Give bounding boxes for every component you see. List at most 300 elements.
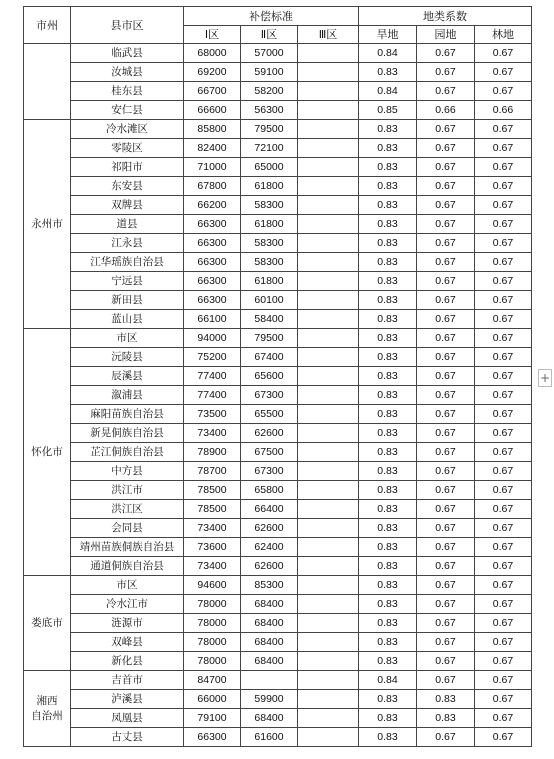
header-coefficient: 地类系数	[359, 7, 532, 26]
table-row	[24, 671, 532, 690]
zone1-cell: 78700	[184, 462, 241, 481]
zone1-cell: 78900	[184, 443, 241, 462]
forest-cell: 0.67	[475, 310, 532, 329]
zone2-cell: 65000	[241, 158, 298, 177]
forest-cell: 0.67	[475, 215, 532, 234]
zone2-cell: 58200	[241, 82, 298, 101]
table-body	[24, 44, 532, 747]
zone3-cell	[298, 709, 359, 728]
zone3-cell	[298, 614, 359, 633]
compensation-table	[23, 6, 532, 747]
forest-cell: 0.67	[475, 139, 532, 158]
table-row	[24, 234, 532, 253]
county-cell: 新田县	[71, 291, 184, 310]
city-cell	[24, 44, 71, 120]
garden-cell: 0.83	[417, 690, 475, 709]
forest-cell: 0.67	[475, 234, 532, 253]
zone1-cell: 73400	[184, 424, 241, 443]
zone2-cell: 62600	[241, 557, 298, 576]
forest-cell: 0.67	[475, 728, 532, 747]
zone1-cell: 78000	[184, 633, 241, 652]
garden-cell: 0.67	[417, 405, 475, 424]
zone2-cell: 68400	[241, 709, 298, 728]
table-header	[24, 7, 532, 44]
forest-cell: 0.67	[475, 652, 532, 671]
table-row	[24, 557, 532, 576]
county-cell: 蓝山县	[71, 310, 184, 329]
garden-cell: 0.67	[417, 614, 475, 633]
garden-cell: 0.67	[417, 120, 475, 139]
zone2-cell: 67500	[241, 443, 298, 462]
zone1-cell: 78000	[184, 614, 241, 633]
county-cell: 中方县	[71, 462, 184, 481]
zone3-cell	[298, 671, 359, 690]
zone2-cell: 65500	[241, 405, 298, 424]
table-row	[24, 291, 532, 310]
zone3-cell	[298, 196, 359, 215]
county-cell: 会同县	[71, 519, 184, 538]
zone2-cell: 79500	[241, 120, 298, 139]
garden-cell: 0.67	[417, 500, 475, 519]
zone2-cell: 59100	[241, 63, 298, 82]
forest-cell: 0.67	[475, 576, 532, 595]
county-cell: 溆浦县	[71, 386, 184, 405]
table-row	[24, 614, 532, 633]
garden-cell: 0.67	[417, 633, 475, 652]
table-row	[24, 82, 532, 101]
county-cell: 涟源市	[71, 614, 184, 633]
dryland-cell: 0.84	[359, 671, 417, 690]
zone3-cell	[298, 443, 359, 462]
forest-cell: 0.67	[475, 519, 532, 538]
garden-cell: 0.67	[417, 196, 475, 215]
table-row	[24, 576, 532, 595]
garden-cell: 0.67	[417, 272, 475, 291]
header-garden: 园地	[417, 26, 475, 44]
dryland-cell: 0.83	[359, 291, 417, 310]
dryland-cell: 0.83	[359, 576, 417, 595]
table-row	[24, 728, 532, 747]
dryland-cell: 0.83	[359, 595, 417, 614]
city-label-line: 湘西	[36, 695, 58, 708]
county-cell: 泸溪县	[71, 690, 184, 709]
county-cell: 通道侗族自治县	[71, 557, 184, 576]
dryland-cell: 0.83	[359, 690, 417, 709]
table-row	[24, 443, 532, 462]
garden-cell: 0.67	[417, 234, 475, 253]
dryland-cell: 0.83	[359, 234, 417, 253]
county-cell: 芷江侗族自治县	[71, 443, 184, 462]
garden-cell: 0.67	[417, 519, 475, 538]
zone3-cell	[298, 177, 359, 196]
zone1-cell: 94600	[184, 576, 241, 595]
dryland-cell: 0.83	[359, 120, 417, 139]
zone3-cell	[298, 272, 359, 291]
zone2-cell: 65600	[241, 367, 298, 386]
dryland-cell: 0.84	[359, 82, 417, 101]
zone1-cell: 66300	[184, 215, 241, 234]
zone2-cell: 61800	[241, 272, 298, 291]
zone3-cell	[298, 633, 359, 652]
zone1-cell: 77400	[184, 386, 241, 405]
forest-cell: 0.67	[475, 386, 532, 405]
dryland-cell: 0.83	[359, 614, 417, 633]
table-row	[24, 310, 532, 329]
table-row	[24, 158, 532, 177]
zone2-cell: 62600	[241, 519, 298, 538]
dryland-cell: 0.83	[359, 253, 417, 272]
forest-cell: 0.67	[475, 500, 532, 519]
garden-cell: 0.67	[417, 462, 475, 481]
zone1-cell: 68000	[184, 44, 241, 63]
dryland-cell: 0.83	[359, 519, 417, 538]
forest-cell: 0.67	[475, 595, 532, 614]
forest-cell: 0.67	[475, 348, 532, 367]
document-page	[23, 6, 532, 747]
garden-cell: 0.67	[417, 386, 475, 405]
header-county: 县市区	[71, 7, 184, 44]
county-cell: 道县	[71, 215, 184, 234]
zone2-cell: 58400	[241, 310, 298, 329]
dryland-cell: 0.83	[359, 405, 417, 424]
expand-button[interactable]	[538, 369, 552, 387]
table-row	[24, 253, 532, 272]
forest-cell: 0.67	[475, 405, 532, 424]
zone2-cell: 67300	[241, 462, 298, 481]
header-forest: 林地	[475, 26, 532, 44]
forest-cell: 0.67	[475, 614, 532, 633]
garden-cell: 0.67	[417, 82, 475, 101]
zone1-cell: 82400	[184, 139, 241, 158]
county-cell: 双牌县	[71, 196, 184, 215]
county-cell: 古丈县	[71, 728, 184, 747]
zone3-cell	[298, 386, 359, 405]
zone2-cell: 57000	[241, 44, 298, 63]
table-row	[24, 462, 532, 481]
zone2-cell: 59900	[241, 690, 298, 709]
county-cell: 东安县	[71, 177, 184, 196]
zone3-cell	[298, 101, 359, 120]
zone3-cell	[298, 652, 359, 671]
zone2-cell: 61600	[241, 728, 298, 747]
zone1-cell: 78000	[184, 595, 241, 614]
zone1-cell: 73600	[184, 538, 241, 557]
zone2-cell: 58300	[241, 253, 298, 272]
forest-cell: 0.66	[475, 101, 532, 120]
dryland-cell: 0.83	[359, 652, 417, 671]
forest-cell: 0.67	[475, 329, 532, 348]
header-zone1: Ⅰ区	[184, 26, 241, 44]
garden-cell: 0.67	[417, 253, 475, 272]
dryland-cell: 0.83	[359, 633, 417, 652]
county-cell: 冷水滩区	[71, 120, 184, 139]
zone2-cell: 67400	[241, 348, 298, 367]
zone1-cell: 66300	[184, 291, 241, 310]
garden-cell: 0.67	[417, 348, 475, 367]
forest-cell: 0.67	[475, 253, 532, 272]
zone1-cell: 66300	[184, 234, 241, 253]
zone1-cell: 78500	[184, 500, 241, 519]
county-cell: 靖州苗族侗族自治县	[71, 538, 184, 557]
dryland-cell: 0.83	[359, 272, 417, 291]
county-cell: 临武县	[71, 44, 184, 63]
zone1-cell: 75200	[184, 348, 241, 367]
zone1-cell: 66600	[184, 101, 241, 120]
zone2-cell: 58300	[241, 234, 298, 253]
dryland-cell: 0.83	[359, 348, 417, 367]
forest-cell: 0.67	[475, 177, 532, 196]
forest-cell: 0.67	[475, 709, 532, 728]
zone3-cell	[298, 253, 359, 272]
zone3-cell	[298, 291, 359, 310]
zone1-cell: 66700	[184, 82, 241, 101]
county-cell: 桂东县	[71, 82, 184, 101]
table-row	[24, 120, 532, 139]
zone3-cell	[298, 690, 359, 709]
garden-cell: 0.67	[417, 329, 475, 348]
dryland-cell: 0.83	[359, 196, 417, 215]
garden-cell: 0.67	[417, 215, 475, 234]
county-cell: 吉首市	[71, 671, 184, 690]
garden-cell: 0.67	[417, 443, 475, 462]
table-row	[24, 633, 532, 652]
zone3-cell	[298, 310, 359, 329]
table-row	[24, 595, 532, 614]
dryland-cell: 0.83	[359, 367, 417, 386]
county-cell: 市区	[71, 576, 184, 595]
zone2-cell: 68400	[241, 652, 298, 671]
zone1-cell: 84700	[184, 671, 241, 690]
zone2-cell: 61800	[241, 215, 298, 234]
zone2-cell: 68400	[241, 633, 298, 652]
city-cell: 怀化市	[24, 329, 71, 576]
zone2-cell: 62600	[241, 424, 298, 443]
zone3-cell	[298, 63, 359, 82]
county-cell: 冷水江市	[71, 595, 184, 614]
county-cell: 零陵区	[71, 139, 184, 158]
city-cell: 娄底市	[24, 576, 71, 671]
zone2-cell: 85300	[241, 576, 298, 595]
header-zone2: Ⅱ区	[241, 26, 298, 44]
zone2-cell	[241, 671, 298, 690]
forest-cell: 0.67	[475, 158, 532, 177]
city-cell	[24, 671, 71, 747]
zone1-cell: 73400	[184, 519, 241, 538]
zone1-cell: 94000	[184, 329, 241, 348]
zone3-cell	[298, 576, 359, 595]
garden-cell: 0.67	[417, 367, 475, 386]
table-row	[24, 44, 532, 63]
table-row	[24, 519, 532, 538]
forest-cell: 0.67	[475, 690, 532, 709]
zone3-cell	[298, 367, 359, 386]
county-cell: 安仁县	[71, 101, 184, 120]
forest-cell: 0.67	[475, 671, 532, 690]
table-row	[24, 367, 532, 386]
zone2-cell: 72100	[241, 139, 298, 158]
garden-cell: 0.83	[417, 709, 475, 728]
garden-cell: 0.67	[417, 576, 475, 595]
table-row	[24, 538, 532, 557]
zone1-cell: 78000	[184, 652, 241, 671]
table-row	[24, 500, 532, 519]
zone2-cell: 61800	[241, 177, 298, 196]
dryland-cell: 0.83	[359, 63, 417, 82]
zone1-cell: 77400	[184, 367, 241, 386]
forest-cell: 0.67	[475, 538, 532, 557]
dryland-cell: 0.83	[359, 728, 417, 747]
zone3-cell	[298, 728, 359, 747]
zone3-cell	[298, 139, 359, 158]
zone3-cell	[298, 120, 359, 139]
zone3-cell	[298, 538, 359, 557]
county-cell: 辰溪县	[71, 367, 184, 386]
garden-cell: 0.66	[417, 101, 475, 120]
table-row	[24, 139, 532, 158]
table-row	[24, 177, 532, 196]
table-row	[24, 652, 532, 671]
zone2-cell: 65800	[241, 481, 298, 500]
dryland-cell: 0.83	[359, 310, 417, 329]
garden-cell: 0.67	[417, 63, 475, 82]
zone2-cell: 60100	[241, 291, 298, 310]
county-cell: 新晃侗族自治县	[71, 424, 184, 443]
zone3-cell	[298, 82, 359, 101]
zone3-cell	[298, 348, 359, 367]
zone1-cell: 67800	[184, 177, 241, 196]
county-cell: 洪江市	[71, 481, 184, 500]
zone1-cell: 73400	[184, 557, 241, 576]
table-row	[24, 405, 532, 424]
dryland-cell: 0.83	[359, 500, 417, 519]
zone2-cell: 62400	[241, 538, 298, 557]
header-compensation: 补偿标准	[184, 7, 359, 26]
county-cell: 祁阳市	[71, 158, 184, 177]
forest-cell: 0.67	[475, 633, 532, 652]
zone1-cell: 69200	[184, 63, 241, 82]
table-row	[24, 63, 532, 82]
garden-cell: 0.67	[417, 139, 475, 158]
county-cell: 洪江区	[71, 500, 184, 519]
garden-cell: 0.67	[417, 671, 475, 690]
zone3-cell	[298, 44, 359, 63]
garden-cell: 0.67	[417, 728, 475, 747]
table-row	[24, 196, 532, 215]
zone1-cell: 66300	[184, 253, 241, 272]
garden-cell: 0.67	[417, 557, 475, 576]
county-cell: 双峰县	[71, 633, 184, 652]
table-row	[24, 424, 532, 443]
forest-cell: 0.67	[475, 462, 532, 481]
county-cell: 凤凰县	[71, 709, 184, 728]
zone1-cell: 85800	[184, 120, 241, 139]
forest-cell: 0.67	[475, 196, 532, 215]
zone1-cell: 66300	[184, 272, 241, 291]
forest-cell: 0.67	[475, 63, 532, 82]
zone3-cell	[298, 424, 359, 443]
dryland-cell: 0.84	[359, 44, 417, 63]
city-label-line: 自治州	[31, 709, 63, 722]
zone2-cell: 56300	[241, 101, 298, 120]
zone3-cell	[298, 234, 359, 253]
header-city: 市州	[24, 7, 71, 44]
forest-cell: 0.67	[475, 424, 532, 443]
zone3-cell	[298, 215, 359, 234]
zone1-cell: 66200	[184, 196, 241, 215]
garden-cell: 0.67	[417, 158, 475, 177]
forest-cell: 0.67	[475, 272, 532, 291]
forest-cell: 0.67	[475, 557, 532, 576]
zone1-cell: 71000	[184, 158, 241, 177]
zone3-cell	[298, 329, 359, 348]
zone3-cell	[298, 500, 359, 519]
dryland-cell: 0.83	[359, 215, 417, 234]
table-row	[24, 481, 532, 500]
dryland-cell: 0.85	[359, 101, 417, 120]
zone2-cell: 79500	[241, 329, 298, 348]
garden-cell: 0.67	[417, 424, 475, 443]
dryland-cell: 0.83	[359, 557, 417, 576]
zone2-cell: 68400	[241, 595, 298, 614]
dryland-cell: 0.83	[359, 443, 417, 462]
zone1-cell: 79100	[184, 709, 241, 728]
zone2-cell: 58300	[241, 196, 298, 215]
forest-cell: 0.67	[475, 120, 532, 139]
table-row	[24, 386, 532, 405]
zone3-cell	[298, 595, 359, 614]
zone2-cell: 66400	[241, 500, 298, 519]
forest-cell: 0.67	[475, 367, 532, 386]
county-cell: 江永县	[71, 234, 184, 253]
zone1-cell: 73500	[184, 405, 241, 424]
table-row	[24, 272, 532, 291]
forest-cell: 0.67	[475, 44, 532, 63]
garden-cell: 0.67	[417, 652, 475, 671]
zone1-cell: 66000	[184, 690, 241, 709]
county-cell: 新化县	[71, 652, 184, 671]
table-row	[24, 348, 532, 367]
dryland-cell: 0.83	[359, 386, 417, 405]
dryland-cell: 0.83	[359, 538, 417, 557]
zone3-cell	[298, 519, 359, 538]
zone3-cell	[298, 158, 359, 177]
forest-cell: 0.67	[475, 82, 532, 101]
county-cell: 汝城县	[71, 63, 184, 82]
garden-cell: 0.67	[417, 595, 475, 614]
zone1-cell: 66100	[184, 310, 241, 329]
table-row	[24, 709, 532, 728]
zone3-cell	[298, 405, 359, 424]
forest-cell: 0.67	[475, 443, 532, 462]
county-cell: 市区	[71, 329, 184, 348]
table-row	[24, 329, 532, 348]
county-cell: 麻阳苗族自治县	[71, 405, 184, 424]
dryland-cell: 0.83	[359, 424, 417, 443]
dryland-cell: 0.83	[359, 158, 417, 177]
garden-cell: 0.67	[417, 44, 475, 63]
dryland-cell: 0.83	[359, 709, 417, 728]
dryland-cell: 0.83	[359, 481, 417, 500]
county-cell: 沅陵县	[71, 348, 184, 367]
city-cell: 永州市	[24, 120, 71, 329]
dryland-cell: 0.83	[359, 329, 417, 348]
forest-cell: 0.67	[475, 291, 532, 310]
header-zone3: Ⅲ区	[298, 26, 359, 44]
header-dryland: 旱地	[359, 26, 417, 44]
county-cell: 江华瑶族自治县	[71, 253, 184, 272]
garden-cell: 0.67	[417, 291, 475, 310]
garden-cell: 0.67	[417, 481, 475, 500]
